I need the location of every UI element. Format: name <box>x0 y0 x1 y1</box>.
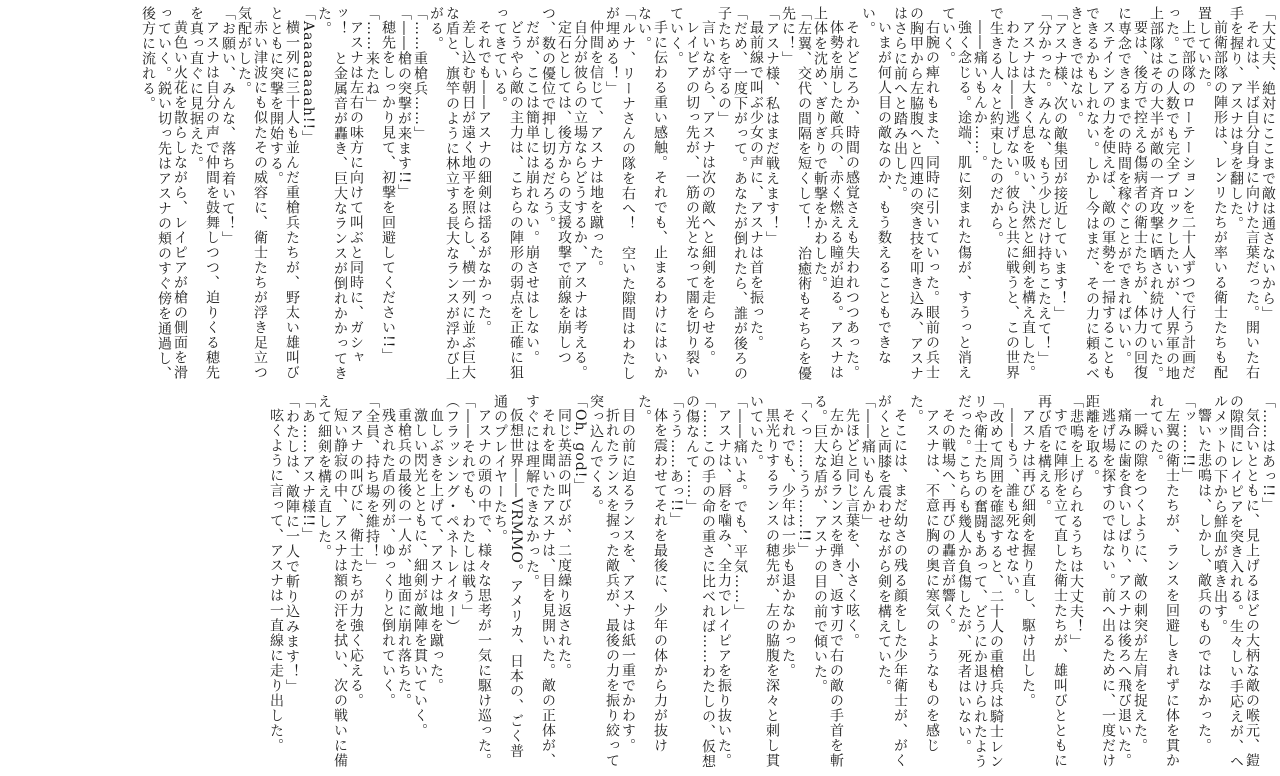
paragraph: 最前線で叫ぶ少女の声に、アスナは首を振った。 <box>748 20 764 350</box>
paragraph: いまが何人目の敵なのか、もう数えることもできない。 <box>860 6 892 365</box>
paragraph: 短い静寂の中、アスナは額の汗を拭い、次の戦いに備えて細剣を構え直した。 <box>316 394 348 768</box>
paragraph: 「アスナ様、私はまだ戦えます！」 <box>764 6 780 246</box>
paragraph: 「全員、持ち場を維持！」 <box>364 394 380 574</box>
paragraph: 定石としては、後方からの支援攻撃で前線を崩しつつ、数の優位で押し切るだろう。 <box>540 6 572 365</box>
paragraph: 重槍兵の最後の一人が、地面に崩れ落ちた。 <box>396 408 412 708</box>
paragraph: 「Oh, god!」 <box>572 394 588 494</box>
paragraph: ステイシアの力を使えば、敵の軍勢を一掃することもできるかもしれない。しかし今はまだ、その力に頼るべきときではない。 <box>1068 6 1116 381</box>
paragraph: 自分が彼らの立場ならどうするか、アスナは考える。 <box>572 20 588 380</box>
paragraph: （フラッシング・ペネトレイター） <box>444 394 460 634</box>
vertical-text-lower <box>4 394 1276 770</box>
paragraph: 左翼の衛士たちが、ランスを回避しきれずに体を貫かれていた。 <box>1148 394 1180 768</box>
paragraph: ――痛いもんか……。 <box>972 20 988 170</box>
paragraph: 「ッ……!!」 <box>1180 394 1196 483</box>
paragraph: アスナは、不意に胸の奥に寒気のようなものを感じた。 <box>908 394 940 753</box>
paragraph: アスナは自分の声で仲間を鼓舞しつつ、迫りくる穂先を真っ直ぐに見据えた。 <box>188 6 220 380</box>
vertical-text-upper <box>4 6 1276 382</box>
paragraph: 「――痛いよ。でも、平気……」 <box>732 394 748 619</box>
paragraph: 「大丈夫、絶対にここまで敵は通さないから」 <box>1260 6 1276 321</box>
paragraph: だが、ここは簡単には崩れない。崩させはしない。 <box>524 20 540 365</box>
paragraph: 先ほどと同じ言葉を、小さく呟く。 <box>844 408 860 648</box>
paragraph: 気合いとともに、見上げるほどの大柄な敵の喉元、鎧の隙間にレイピアを突き入れる。生々しい手応えが、ヘルメットの下から鮮血が噴き出す。 <box>1212 394 1260 769</box>
paragraph: 要は、後方で控える傷病者の衛士たちが、体力の回復に専念できるまでの時間を稼ぐことができればいい。 <box>1116 6 1148 380</box>
paragraph: 黒光りするランスの穂先が、左の脇腹を深々と刺し貫いていた。 <box>748 394 780 768</box>
paragraph: アスナは、唇を噛み、全力でレイピアを振り抜いた。 <box>716 408 732 768</box>
paragraph: 「……はあっ!!」 <box>1260 394 1276 513</box>
paragraph: それでも、少年は一歩も退かなかった。 <box>780 408 796 678</box>
paragraph: レイピアの切っ先が、一筋の光となって闇を切り裂いていく。 <box>668 6 700 380</box>
paragraph: 「――槍の突撃が来ます!!」 <box>396 6 412 200</box>
paragraph: 「――それでも、わたしは戦う」 <box>460 394 476 619</box>
paragraph: 残された盾の列が、ゆっくりと倒れていく。 <box>380 408 396 708</box>
paragraph: 響いた悲鳴は、しかし、敵兵のものではなかった。 <box>1196 408 1212 753</box>
paragraph: 呟くように言って、アスナは一直線に走り出した。 <box>268 408 284 753</box>
paragraph: ――もう、誰も死なせない。 <box>1004 408 1020 603</box>
paragraph: 手に伝わる重い感触。それでも、止まるわけにはいかない。 <box>636 6 668 380</box>
paragraph: 右腕の痺れもまた、同時に引いていった。眼前の兵士の胸甲から左脇腹へと四連の突き技を叩き込み、アスナはさらに前へと踏み出した。 <box>892 6 940 381</box>
paragraph: 激しい閃光とともに、細剣が敵陣を貫いていく。 <box>412 408 428 738</box>
paragraph: 穂先をしっかり見て、初撃を回避してください!!」 <box>380 20 396 364</box>
paragraph: 「アスナ様、次の敵集団が接近しています！」 <box>1052 6 1068 321</box>
paragraph: 前衛部隊の陣形は、レンリたちが率いる衛士たちも配置していた。 <box>1196 6 1228 380</box>
paragraph: 仮想世界――VRMMO。アメリカ、日本の、ごく普通のプレイヤーたち。 <box>492 394 524 759</box>
paragraph: 「左翼、交代の間隔を短くして！ 治癒術もそちらを優先に！」 <box>780 6 812 381</box>
paragraph: アスナの叫びに、衛士たちが力強く応える。 <box>348 408 364 708</box>
paragraph: 強く念じる。途端、肌に刻まれた傷が、すうっと消えていく。 <box>940 6 972 380</box>
paragraph: 横一列に三十人も並んだ重槍兵たちが、野太い雄叫びとともに突撃を開始する。 <box>268 6 300 380</box>
paragraph: それを聞いたアスナは、目を見開いた。敵の正体が、すぐには理解できなかった。 <box>524 394 556 768</box>
paragraph: 「……重槍兵……」 <box>412 6 428 141</box>
paragraph: 血しぶきを上げて、アスナは地を蹴った。 <box>428 408 444 693</box>
paragraph: 「Aaaaaaaaah!!」 <box>300 6 316 146</box>
paragraph: わたしは――逃げない。彼らと共に戦うと、この世界で生きる人々と約束したのだから。 <box>988 6 1020 380</box>
paragraph: アスナは左右の味方に向けて叫ぶと同時に、ガシャッ！ と金属音が轟き、巨大なランスが倒れかかってきた。 <box>316 6 364 381</box>
paragraph: 「お願い、みんな、落ち着いて！」 <box>220 6 236 246</box>
paragraph: 逃げ場を探すのではない。前へ出るために、一度だけ距離を取る。 <box>1084 394 1116 768</box>
paragraph: 「……この手の命の重さに比べれば……わたしの、仮想の傷なんて……」 <box>684 394 716 769</box>
paragraph: 一瞬の隙をつくように、敵の刺突が左肩を捉えた。 <box>1132 408 1148 753</box>
paragraph: 「くっ……うう……!!」 <box>796 394 812 558</box>
paragraph: それどころか、時間の感覚さえも失われつつあった。 <box>844 20 860 380</box>
paragraph: 差し込む朝日が遠く地平を照らし、横一列に並ぶ巨大な盾と、旗竿のように林立する長大なランスが浮かび上がる。 <box>428 6 476 381</box>
paragraph: 「悲鳴を上げられるうちは大丈夫！」 <box>1068 394 1084 649</box>
paragraph: 「うう……あっ!!」 <box>668 394 684 528</box>
paragraph: 体勢を崩した敵兵の、赤く燃える瞳が迫る。アスナは上体を沈め、ぎりぎりで斬撃をかわした。 <box>812 6 844 380</box>
paragraph: 赤い津波にも似たその威容に、衛士たちが浮き足立つ気配がした。 <box>236 6 268 380</box>
paragraph: 同じ英語の叫びが、二度繰り返された。 <box>556 408 572 678</box>
paragraph: すでに陣形を立て直した衛士たちが、雄叫びとともに再び盾を構える。 <box>1036 394 1068 768</box>
paragraph: 「あ……アスナ様!!」 <box>300 394 316 543</box>
paragraph: 目の前に迫るランスを、アスナは紙一重でかわす。 <box>620 408 636 753</box>
paragraph: 「ルナ、リーナさんの隊を右へ！ 空いた隙間はわたしが埋める！」 <box>604 6 636 381</box>
paragraph: 体を震わせてそれを最後に、少年の体から力が抜けた。 <box>636 394 668 753</box>
paragraph: 痛みに歯を食いしばり、アスナは後ろへ飛び退いた。 <box>1116 408 1132 768</box>
paragraph: 折れたランスを握った敵兵が、最後の力を振り絞って突っ込んでくる。 <box>588 394 620 768</box>
paragraph: 上で部隊のローテーションを二十人ずつで行う計画だった。この人数でも完全ブロックしたいが、人界軍の地上部隊はその大半が敵の一斉攻撃に晒され続けていた。 <box>1148 6 1196 381</box>
paragraph: 「改めて周囲を確認すると、二十人の重槍兵は騎士レンリや衛士たちの奮闘もあって、どうにか退けられたようだった。こちらも幾人か負傷したが、死者はいない。 <box>956 394 1004 769</box>
paragraph: 左から迫るランスを弾き、返す刃で右の敵の手首を斬る。巨大な盾が、アスナの目の前で傾いた。 <box>812 394 844 768</box>
paragraph: 黄色い火花を散らしながら、レイピアが槍の側面を滑っていく。鋭い切っ先はアスナの頬のすぐ傍を通過し、後方に流れる。 <box>140 6 188 381</box>
paragraph: 「分かった。みんな、もう少しだけ持ちこたえて！」 <box>1036 6 1052 366</box>
paragraph: 言いながら、アスナは次の敵へと細剣を走らせる。 <box>700 20 716 365</box>
paragraph: それでも――アスナの細剣は揺るがなかった。 <box>476 20 492 335</box>
lower-text-block <box>0 388 1280 776</box>
paragraph: アスナの頭の中で、様々な思考が一気に駆け巡った。 <box>476 408 492 768</box>
paragraph: アスナは再び細剣を握り直し、駆け出した。 <box>1020 408 1036 708</box>
paragraph: どうやら敵の主力は、こちらの陣形の弱点を正確に狙ってきている。 <box>492 6 524 380</box>
paragraph: その戦場へ、再びの轟音が響く。 <box>940 408 956 633</box>
paragraph: 「だめ、一度下がって。あなたが倒れたら、誰が後ろの子たちを守るの」 <box>716 6 748 381</box>
paragraph: 仲間を信じて、アスナは地を蹴った。 <box>588 20 604 275</box>
paragraph: 「わたしは、敵陣に一人で斬り込みます！」 <box>284 394 300 694</box>
paragraph: 「……来たね」 <box>364 6 380 111</box>
paragraph: 「――痛いもんか」 <box>860 394 876 529</box>
paragraph: そこには、まだ幼さの残る顔をした少年衛士が、がくがくと両膝を震わせながら剣を構えていた。 <box>876 394 908 768</box>
paragraph: それは、半ば自分自身に向けた言葉だった。開いた右手を握り、アスナは身を翻した。 <box>1228 6 1260 380</box>
paragraph: アスナは大きく息を吸い、決然と細剣を構え直した。 <box>1020 20 1036 380</box>
